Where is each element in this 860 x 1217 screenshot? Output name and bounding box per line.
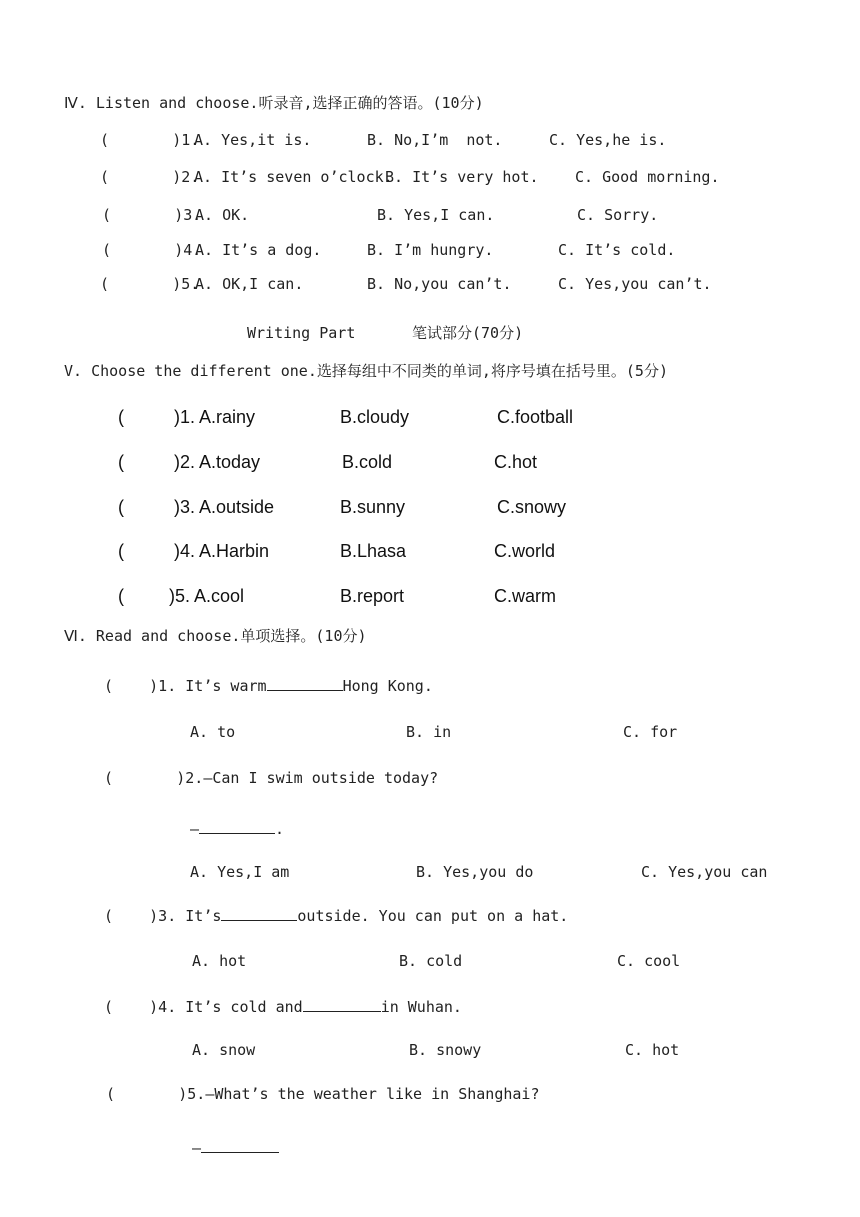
option-a: A. It’s seven o’clock.	[194, 168, 393, 186]
question-2: ( )2.—Can I swim outside today?	[104, 769, 439, 787]
q3-option-b: B. cold	[399, 952, 463, 970]
option-b: B.report	[340, 586, 405, 606]
item-stem: ( )1. A.rainy	[118, 407, 256, 427]
option-b: B.cold	[342, 452, 393, 472]
option-b: B. I’m hungry.	[367, 241, 494, 259]
item-stem: ( )3. A.outside	[118, 497, 275, 517]
option-b: B. It’s very hot.	[385, 168, 539, 186]
option-c: C. Yes,you can’t.	[558, 275, 712, 293]
q2-option-a: A. Yes,I am	[190, 863, 290, 881]
section6-title: Ⅵ. Read and choose.单项选择。(10分)	[64, 627, 367, 645]
option-b: B. No,you can’t.	[367, 275, 512, 293]
item-stem: ( )2.	[100, 168, 200, 186]
item-stem: ( )5.	[100, 275, 200, 293]
q4-option-a: A. snow	[192, 1041, 256, 1059]
answer-blank	[221, 906, 297, 921]
answer-blank	[267, 676, 343, 691]
q3-option-c: C. cool	[617, 952, 681, 970]
option-b: B.sunny	[340, 497, 406, 517]
q4-option-c: C. hot	[625, 1041, 680, 1059]
option-a: A. OK,I can.	[195, 275, 304, 293]
answer-blank	[303, 997, 381, 1012]
option-a: A. It’s a dog.	[195, 241, 322, 259]
option-c: C.snowy	[497, 497, 567, 517]
item-stem: ( )5. A.cool	[118, 586, 245, 606]
option-c: C. It’s cold.	[558, 241, 676, 259]
question-5: ( )5.—What’s the weather like in Shanghai?	[106, 1085, 540, 1103]
answer-blank	[201, 1138, 279, 1153]
option-c: C.warm	[494, 586, 556, 606]
option-b: B. No,I’m not.	[367, 131, 503, 149]
q3-option-a: A. hot	[192, 952, 247, 970]
item-stem: ( )4. A.Harbin	[118, 541, 270, 561]
q1-option-c: C. for	[623, 723, 678, 741]
option-a: A. Yes,it is.	[194, 131, 312, 149]
section5-title: V. Choose the different one.选择每组中不同类的单词,将序号填在括号里。(5分)	[64, 362, 668, 380]
option-c: C. Yes,he is.	[549, 131, 667, 149]
q4-option-b: B. snowy	[409, 1041, 482, 1059]
option-c: C. Good morning.	[575, 168, 720, 186]
item-stem: ( )1.	[100, 131, 200, 149]
option-a: A. OK.	[195, 206, 250, 224]
writing-part-heading-cn: 笔试部分(70分)	[412, 324, 524, 342]
item-stem: ( )4.	[102, 241, 202, 259]
q1-option-a: A. to	[190, 723, 236, 741]
item-stem: ( )2. A.today	[118, 452, 261, 472]
option-b: B.cloudy	[340, 407, 410, 427]
question-4: ( )4. It’s cold and in Wuhan.	[104, 998, 462, 1016]
option-c: C.football	[497, 407, 574, 427]
question-1: ( )1. It’s warm Hong Kong.	[104, 677, 433, 695]
question-3: ( )3. It’s outside. You can put on a hat.	[104, 907, 569, 925]
option-c: C. Sorry.	[577, 206, 659, 224]
q1-option-b: B. in	[406, 723, 452, 741]
answer-blank	[199, 819, 275, 834]
section4-title: Ⅳ. Listen and choose.听录音,选择正确的答语。(10分)	[64, 94, 484, 112]
q5-response-line: —	[192, 1138, 279, 1157]
q2-option-c: C. Yes,you can	[641, 863, 768, 881]
writing-part-heading: Writing Part	[247, 324, 356, 342]
option-b: B.Lhasa	[340, 541, 407, 561]
item-stem: ( )3.	[102, 206, 202, 224]
option-c: C.hot	[494, 452, 538, 472]
option-b: B. Yes,I can.	[377, 206, 495, 224]
q2-option-b: B. Yes,you do	[416, 863, 534, 881]
q2-response-line: — .	[190, 820, 285, 838]
option-c: C.world	[494, 541, 556, 561]
